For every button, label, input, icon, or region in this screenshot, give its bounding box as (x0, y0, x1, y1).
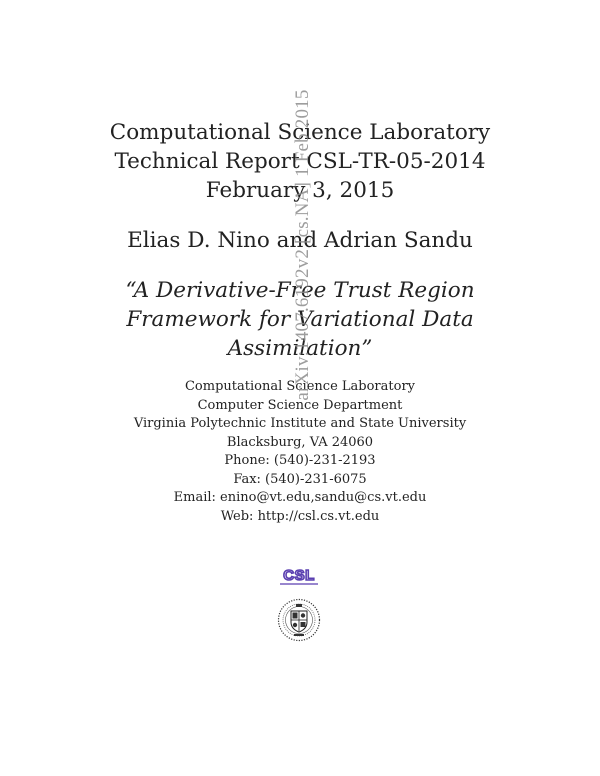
contact-phone: Phone: (540)-231-2193 (224, 453, 376, 468)
csl-logo-text: CSL (283, 567, 315, 584)
title-line-3: Assimilation” (227, 336, 373, 361)
title-line-1: “A Derivative-Free Trust Region (125, 278, 475, 303)
contact-city: Blacksburg, VA 24060 (226, 434, 374, 450)
contact-fax: Fax: (540)-231-6075 (233, 471, 367, 487)
header-date: February 3, 2015 (205, 178, 395, 203)
authors: Elias D. Nino and Adrian Sandu (127, 228, 473, 253)
header-lab: Computational Science Laboratory (109, 120, 491, 145)
contact-web: Web: http://csl.cs.vt.edu (220, 508, 380, 524)
university-seal-icon (277, 598, 321, 642)
header-report-number: Technical Report CSL-TR-05-2014 (114, 149, 486, 174)
contact-email: Email: enino@vt.edu,sandu@cs.vt.edu (173, 490, 427, 505)
title-line-2: Framework for Variational Data (126, 307, 474, 332)
contact-university: Virginia Polytechnic Institute and State University (133, 416, 467, 431)
csl-logo-icon (277, 563, 321, 587)
arxiv-watermark: arXiv:1407.6192v2 [cs.NA] 1 Feb 2015 (292, 89, 313, 401)
contact-department: Computer Science Department (197, 397, 403, 413)
contact-lab: Computational Science Laboratory (184, 379, 415, 394)
